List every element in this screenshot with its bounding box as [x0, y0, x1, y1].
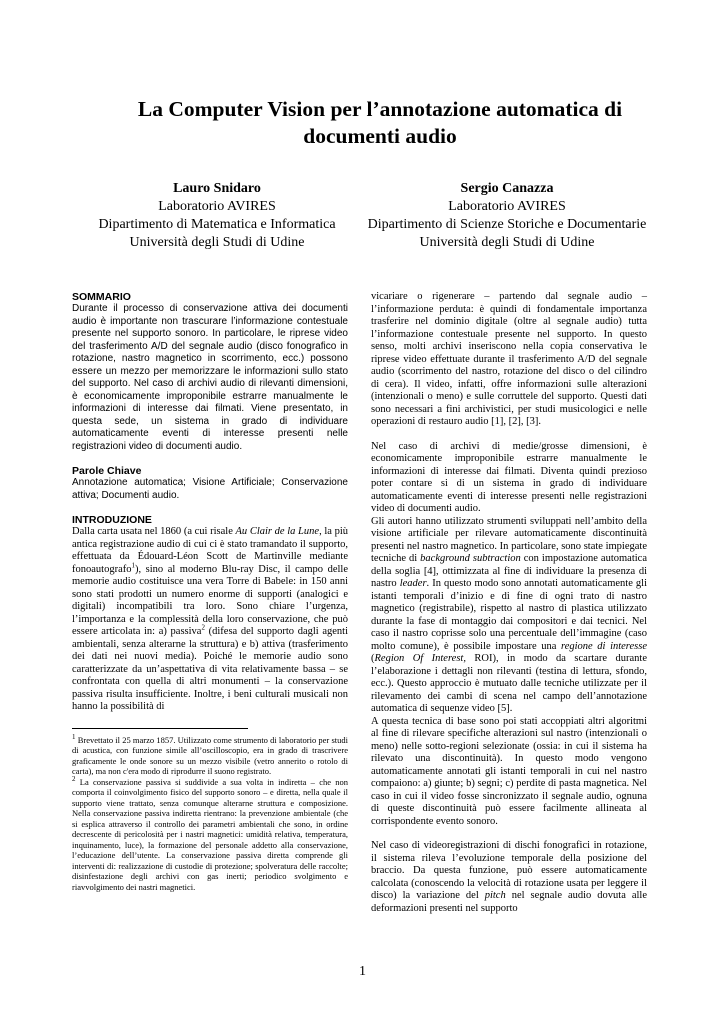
abstract-text: Durante il processo di conservazione attiva dei documenti audio è importante non trascurare l’informazione contestuale presente nel supporto sonoro. In particolare, le riprese video del trasferimento A/D del segnale audio (disco fonografico in rotazione, nastro magnetico in scorrimento, ecc.) possono essere un mezzo per memorizzare le informazioni sullo stato del supporto. Nel caso di archivi audio di rilevanti dimensioni, è economicamente improponibile estrarre manualmente le informazioni di interesse dai filmati. Viene presentato, in questa sede, un sistema in grado di individuare automaticamente eventi di interesse presenti nelle registrazioni video di documenti audio.	[72, 303, 348, 452]
author-block-1	[72, 180, 362, 252]
author-dept: Dipartimento di Scienze Storiche e Documentarie	[367, 217, 647, 232]
footnote-2: $^2$ La conservazione passiva si suddivide a sua volta in indiretta – che non comporta il coinvolgimento fisico del supporto sonoro – e diretta, nella quale il supporto viene trattato, senza comunque alterarne struttura e composizione. Nella conservazione passiva indiretta rientrano: la prevenzione ambientale (che si esplica attraverso il controllo dei parametri ambientali che sono, in ordine decrescente di pericolosità per i nastri magnetici: umidità relativa, temperatura, inquinamento, luce), la formazione del personale addetto alla conservazione, l’educazione dell’utente. La conservazione passiva diretta comprende gli interventi di: realizzazione di custodie di protezione; spolveratura delle raccolte; disinfestazione degli archivi con gas inerti; periodico svolgimento e riavvolgimento dei nastri magnetici.	[72, 774, 348, 892]
author-lab: Laboratorio AVIRES	[158, 199, 276, 214]
author-name: Lauro Snidaro	[173, 181, 261, 196]
author-lab: Laboratorio AVIRES	[448, 199, 566, 214]
section-heading-sommario: SOMMARIO	[72, 291, 131, 303]
paper-title: La Computer Vision per l’annotazione automatica di documenti audio	[137, 97, 623, 148]
author-name: Sergio Canazza	[460, 181, 554, 196]
body-paragraph: Nel caso di archivi di medie/grosse dimensioni, è economicamente improponibile estrarre manualmente le informazioni di interesse dai filmati. Diventa quindi prezioso poter contare si di un sistema in grado di individuare automaticamente eventi di interesse presenti nelle registrazioni video di documenti audio.	[371, 440, 647, 514]
section-heading-keywords: Parole Chiave	[72, 465, 142, 477]
page-number: 1	[359, 964, 366, 979]
author-block-2	[362, 180, 652, 252]
author-univ: Università degli Studi di Udine	[419, 235, 595, 250]
left-column	[72, 291, 348, 892]
footnote-1: $^1$ Brevettato il 25 marzo 1857. Utilizzato come strumento di laboratorio per studi di acustica, con funzione simile all’oscilloscopio, era in grado di trascrivere graficamente le onde sonore su un mezzo visibile (vetro annerito o rotolo di carta), ma non c'era modo di riprodurre il suono registrato.	[72, 732, 348, 776]
footnote-ref-2: 2	[201, 623, 205, 632]
section-heading-introduzione: INTRODUZIONE	[72, 514, 152, 526]
right-column	[371, 291, 647, 915]
body-paragraph: Gli autori hanno utilizzato strumenti sviluppati nell’ambito della visione artificiale per rilevare automaticamente discontinuità presenti nel nastro magnetico. In particolare, sono state impiegate tecniche di background subtraction con impostazione automatica della soglia [4], ottimizzata al fine di individuare la presenza di nastro leader. In questo modo sono annotati automaticamente gli istanti temporali d’inizio e di fine di ogni trato di nastro magnetico (registrabile), rispetto al nastro di plastica utilizzato durante la fase di montaggio dai compositori e dai tecnici. Nel caso il nastro coprisse solo una percentuale dell’immagine (caso molto comune), è possibile impostare una regione di interesse (Region Of Interest, ROI), in modo da scartare durante l’elaborazione i dettagli non rilevanti (testina di lettura, sfondo, ecc.). Questo approccio è mutuato dalle tecniche utilizzate per il rilevamento dei cambi di scena nel campo dell’annotazione automatica di sequenze video [5].	[371, 515, 647, 714]
body-paragraph: Nel caso di videoregistrazioni di dischi fonografici in rotazione, il sistema rileva l’evoluzione temporale della posizione del braccio. Da questa funzione, può essere automaticamente calcolata (conoscendo la velocità di rotazione usata per leggere il disco) la variazione del pitch nel segnale audio dovuta alle deformazioni presenti nel supporto	[371, 840, 647, 914]
footnote-ref-1: 1	[131, 561, 135, 569]
body-paragraph: vicariare o rigenerare – partendo dal segnale audio – l’informazione perduta: è quindi di fondamentale importanza trasferire nel dominio digitale (oltre al segnale audio) tutta l’informazione contestuale presente nel supporto. In questo senso, molti archivi inseriscono nella copia conservativa le riprese video effettuate durante il trasferimento A/D del segnale audio (scorrimento del nastro, rotazione del disco o del cilindro di cera). Il video, infatti, offre informazioni sulle alterazioni (intenzionali o meno) e sulle corruttele del supporto. Questi dati sono necessari a fini archivistici, per studi musicologici e nelle operazioni di restauro audio [1], [2], [3].	[371, 291, 647, 427]
keywords-text: Annotazione automatica; Visione Artificiale; Conservazione attiva; Documenti audio.	[72, 477, 348, 501]
footnote-divider	[72, 728, 248, 729]
intro-paragraph: Dalla carta usata nel 1860 (a cui risale Au Clair de la Lune, la più antica registrazione audio di cui ci è stato tramandato il supporto, effettuata da Édouard-Léon Scott de Martinville mediante fonoautografo$^1$), sino al moderno Blu-ray Disc, il campo delle memorie audio costituisce una vera Torre di Babele: in 150 anni sono stati prodotti un numero enorme di supporti (analogici e digitali) incompatibili tra loro. Sono chiare l’urgenza, l’importanza e la complessità della loro conservazione, che può essere articolata in: a) passiva$^2$ (difesa del supporto dagli agenti ambientali, senza alterarne la struttura) e b) attiva (trasferimento dei dati nei nuovi media). Poiché le memorie audio sono caratterizzate da un’aspettativa di vita relativamente bassa – se confrontata con quella di altri monumenti – la conservazione passiva risulta insufficiente. Inoltre, i beni culturali musicali non hanno la possibilità di	[72, 526, 349, 712]
author-dept: Dipartimento di Matematica e Informatica	[98, 217, 336, 232]
body-paragraph: A questa tecnica di base sono poi stati accoppiati altri algoritmi al fine di rilevare specifiche alterazioni sul nastro (intenzionali o meno) nelle sotto-regioni selezionate (ossia: in cui il sistema ha rilevato una discontinuità). In questo modo vengono automaticamente annotati gli istanti temporali in cui nel nastro compaiono: a) giunte; b) segni; c) perdite di pasta magnetica. Nel caso in cui il video fosse sincronizzato il segnale audio, ognuna di queste discontinuità può essere facilmente allineata al corrispondente evento sonoro.	[371, 715, 647, 827]
author-univ: Università degli Studi di Udine	[129, 235, 305, 250]
